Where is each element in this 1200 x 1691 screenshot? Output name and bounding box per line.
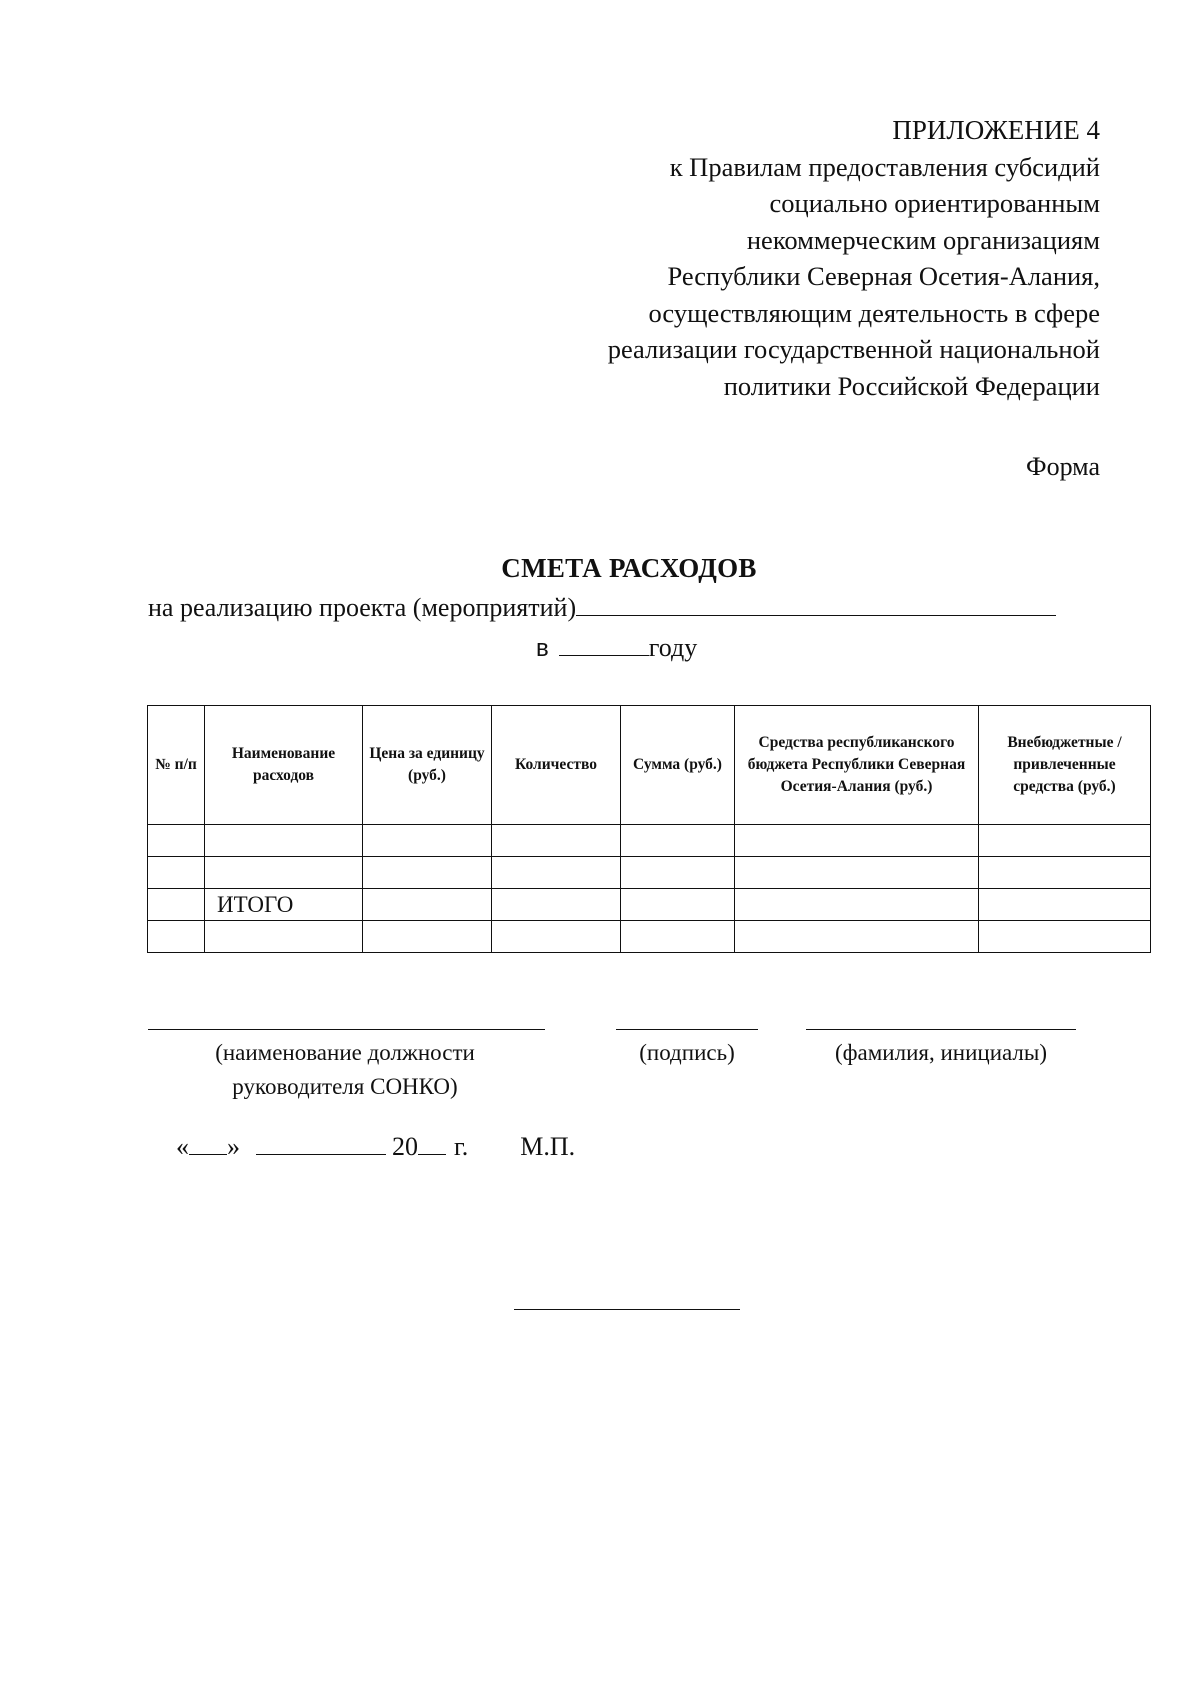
table-cell[interactable] bbox=[148, 825, 205, 857]
table-cell[interactable] bbox=[363, 921, 492, 953]
stamp-label: М.П. bbox=[520, 1132, 576, 1161]
header-extrabudget: Внебюджетные / привлеченные средства (руб.) bbox=[979, 706, 1151, 825]
table-row bbox=[148, 825, 1151, 857]
table-cell[interactable] bbox=[621, 889, 735, 921]
budget-table bbox=[147, 705, 1151, 953]
year-suffix: году bbox=[648, 633, 698, 662]
table-cell[interactable] bbox=[205, 921, 363, 953]
table-cell[interactable] bbox=[735, 921, 979, 953]
table-cell[interactable] bbox=[492, 889, 621, 921]
annex-title: ПРИЛОЖЕНИЕ 4 bbox=[892, 115, 1100, 145]
table-cell[interactable] bbox=[735, 825, 979, 857]
table-row bbox=[148, 857, 1151, 889]
annex-line: к Правилам предоставления субсидий bbox=[669, 151, 1100, 182]
form-label: Форма bbox=[1026, 452, 1100, 481]
month-blank[interactable] bbox=[256, 1132, 386, 1155]
annex-line: политики Российской Федерации bbox=[723, 370, 1100, 401]
table-cell[interactable] bbox=[735, 857, 979, 889]
table-row bbox=[148, 921, 1151, 953]
position-caption-line: руководителя СОНКО) bbox=[232, 1074, 458, 1099]
table-cell[interactable] bbox=[363, 857, 492, 889]
project-name-blank[interactable] bbox=[576, 593, 1056, 616]
day-blank[interactable] bbox=[189, 1132, 227, 1155]
table-cell[interactable] bbox=[148, 857, 205, 889]
table-cell[interactable] bbox=[363, 825, 492, 857]
table-cell[interactable] bbox=[148, 889, 205, 921]
date-century: 20 bbox=[392, 1132, 418, 1161]
table-cell[interactable] bbox=[621, 921, 735, 953]
table-cell[interactable] bbox=[735, 889, 979, 921]
document-title: СМЕТА РАСХОДОВ bbox=[501, 553, 757, 583]
annex-line: некоммерческим организациям bbox=[746, 224, 1100, 255]
annex-line: социально ориентированным bbox=[769, 188, 1100, 218]
year-digits-blank[interactable] bbox=[418, 1132, 446, 1155]
date-year-suffix: г. bbox=[454, 1132, 469, 1161]
table-row-total bbox=[148, 889, 1151, 921]
signature-line[interactable] bbox=[616, 1029, 758, 1030]
annex-line: осуществляющим деятельность в сфере bbox=[648, 297, 1100, 328]
table-cell[interactable] bbox=[621, 825, 735, 857]
subtitle-text: на реализацию проекта (мероприятий) bbox=[148, 593, 577, 622]
table-cell[interactable] bbox=[492, 921, 621, 953]
header-number: № п/п bbox=[148, 706, 205, 825]
header-republic-budget: Средства республиканского бюджета Республики Северная Осетия-Алания (руб.) bbox=[735, 706, 979, 825]
table-cell[interactable] bbox=[363, 889, 492, 921]
position-signature-line[interactable] bbox=[148, 1029, 545, 1030]
table-cell[interactable] bbox=[979, 825, 1151, 857]
table-cell[interactable] bbox=[205, 857, 363, 889]
table-cell[interactable] bbox=[148, 921, 205, 953]
table-cell[interactable] bbox=[979, 889, 1151, 921]
table-header-row bbox=[148, 706, 1151, 825]
table-cell[interactable] bbox=[205, 825, 363, 857]
annex-block bbox=[608, 112, 1100, 404]
date-line bbox=[176, 1132, 575, 1162]
table-cell[interactable] bbox=[492, 857, 621, 889]
signature-caption: (подпись) bbox=[639, 1040, 735, 1065]
header-expense-name: Наименование расходов bbox=[205, 706, 363, 825]
table-cell[interactable] bbox=[979, 857, 1151, 889]
end-divider bbox=[514, 1309, 740, 1310]
table-cell[interactable] bbox=[979, 921, 1151, 953]
position-caption bbox=[160, 1036, 530, 1104]
total-label: ИТОГО bbox=[205, 889, 363, 921]
annex-line: реализации государственной национальной bbox=[607, 334, 1100, 364]
year-prefix: в bbox=[536, 635, 549, 662]
annex-line: Республики Северная Осетия-Алания, bbox=[667, 261, 1100, 291]
project-subtitle bbox=[148, 593, 1056, 623]
table-cell[interactable] bbox=[621, 857, 735, 889]
year-blank[interactable] bbox=[559, 633, 649, 656]
name-signature-line[interactable] bbox=[806, 1029, 1076, 1030]
header-unit-price: Цена за единицу (руб.) bbox=[363, 706, 492, 825]
table-cell[interactable] bbox=[492, 825, 621, 857]
name-caption: (фамилия, инициалы) bbox=[834, 1040, 1048, 1065]
header-quantity: Количество bbox=[492, 706, 621, 825]
year-line bbox=[536, 633, 697, 663]
position-caption-line: (наименование должности bbox=[215, 1040, 475, 1065]
date-open-quote: « bbox=[176, 1132, 189, 1161]
date-close-quote: » bbox=[227, 1132, 240, 1161]
header-sum: Сумма (руб.) bbox=[621, 706, 735, 825]
